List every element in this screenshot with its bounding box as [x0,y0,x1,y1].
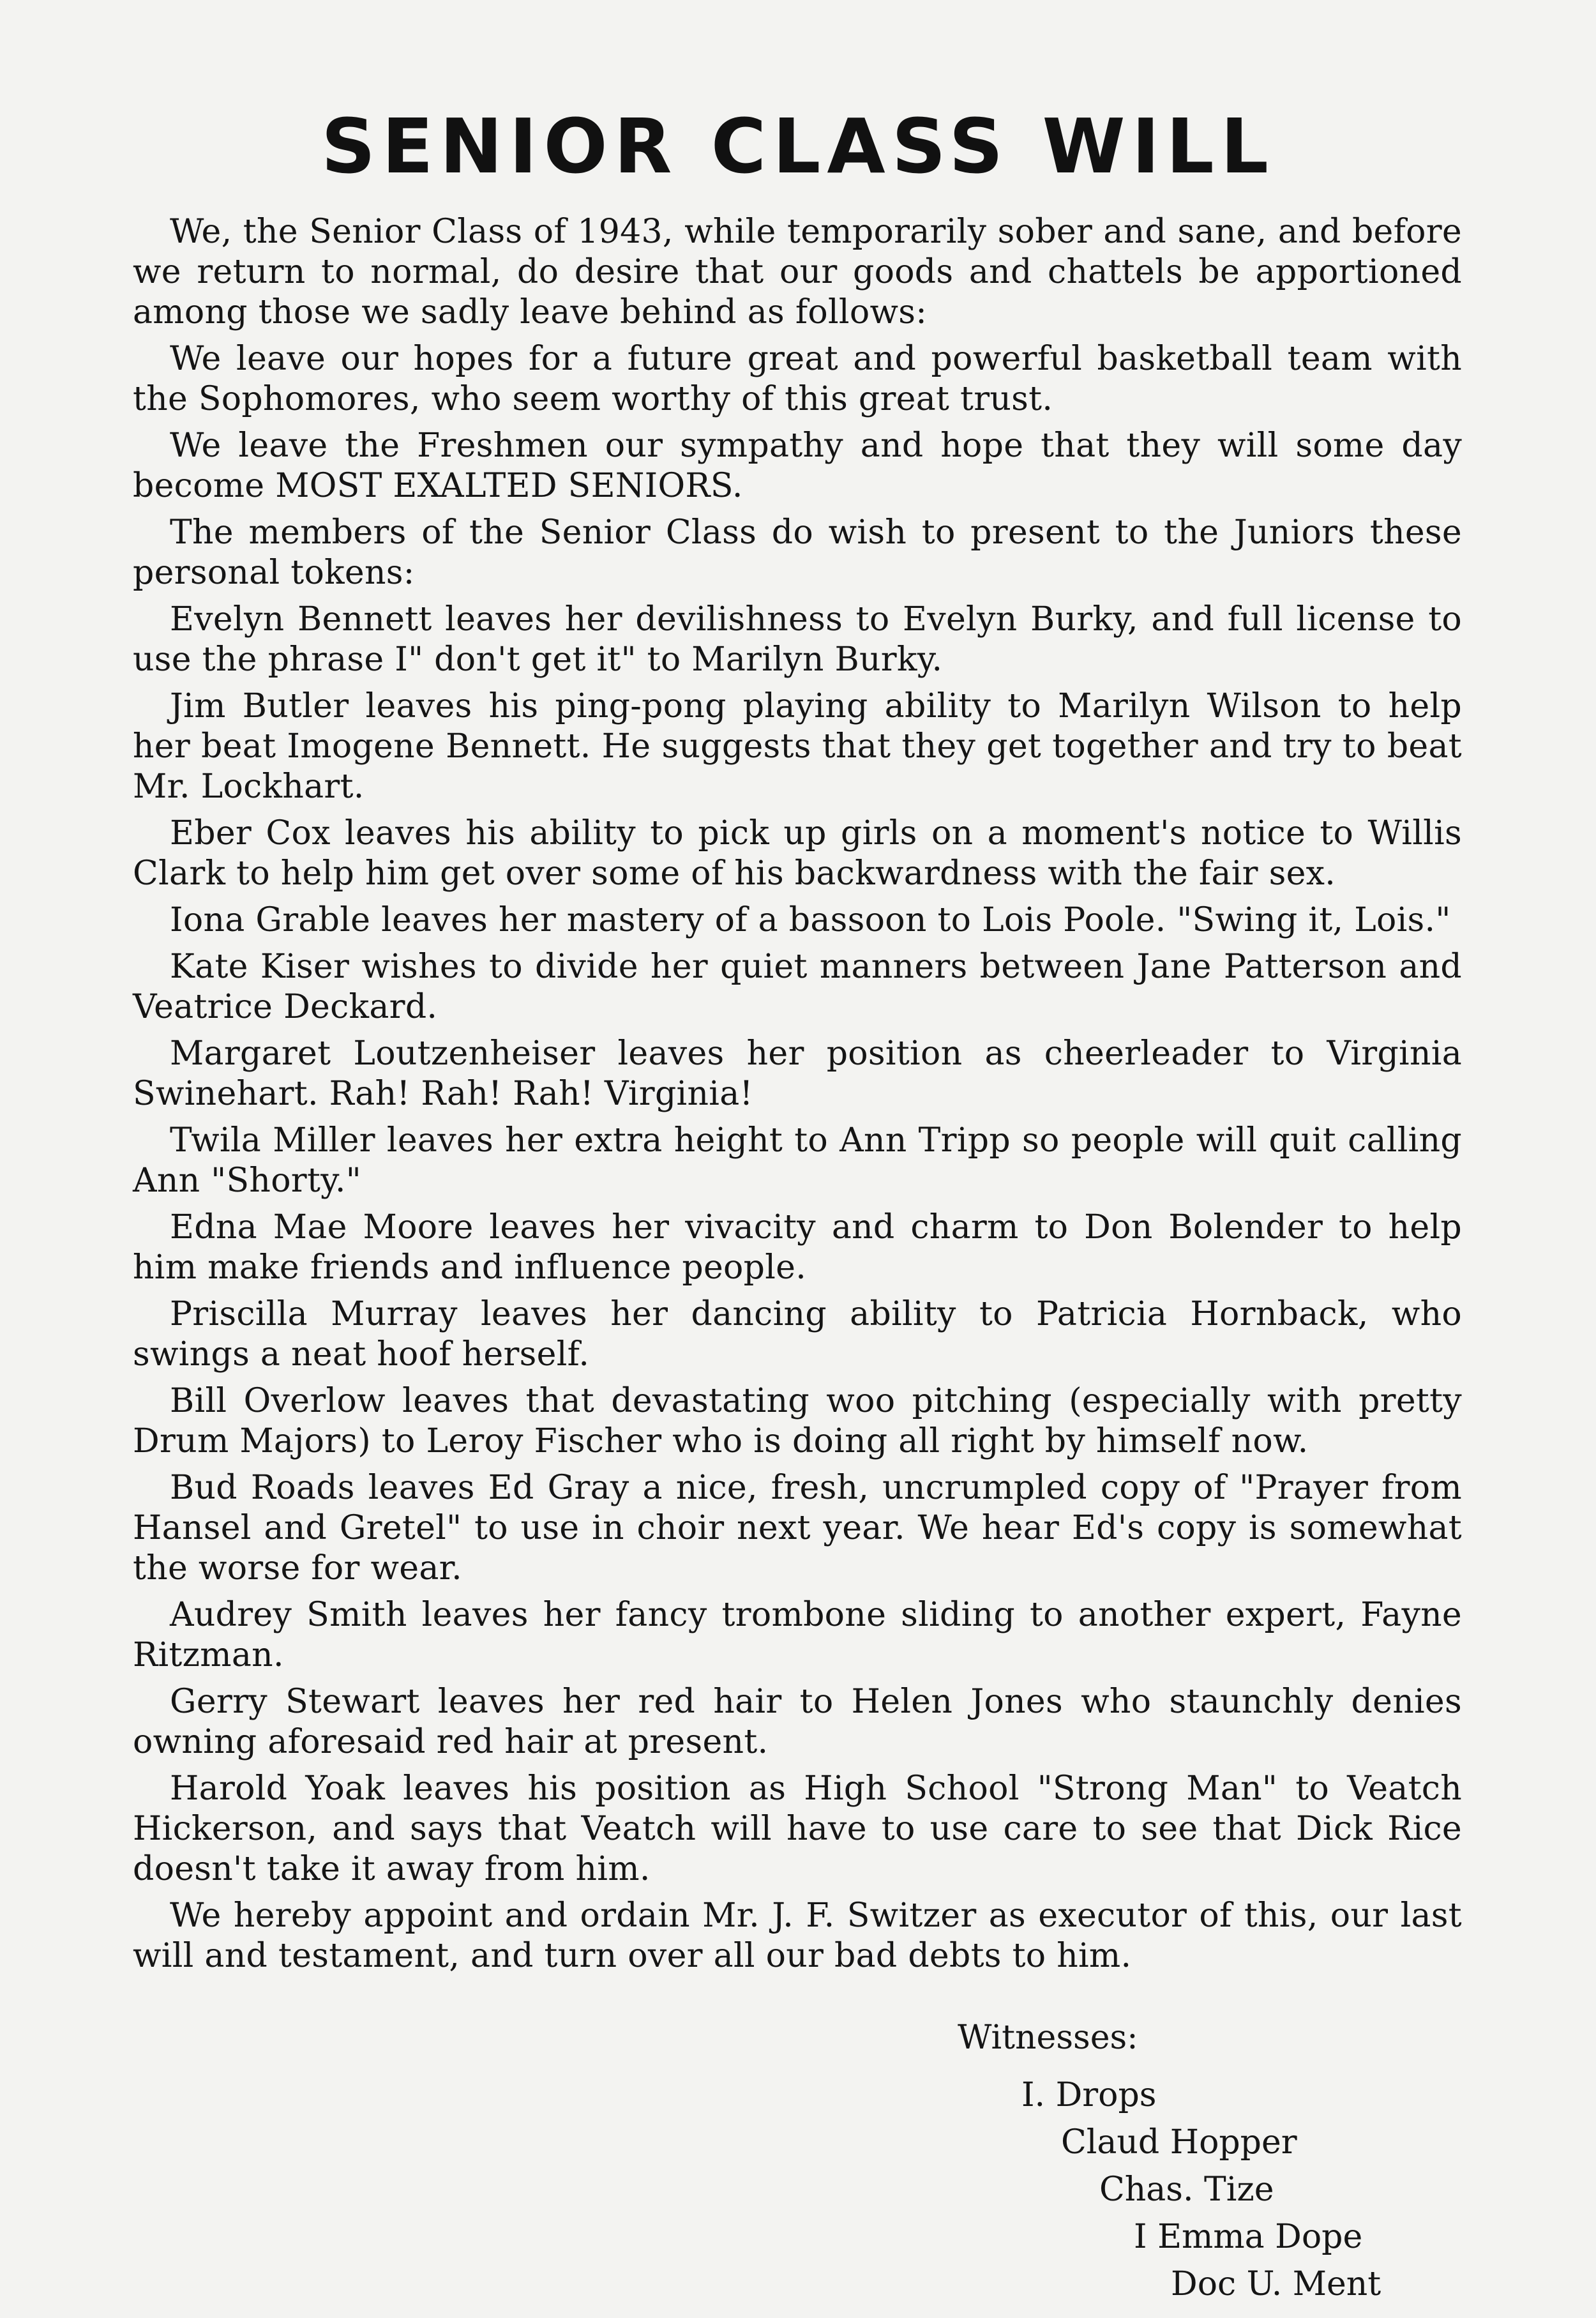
witness-name: Doc U. Ment [1171,2265,1381,2303]
will-paragraph: Iona Grable leaves her mastery of a bassoon to Lois Poole. "Swing it, Lois." [170,901,1451,939]
will-paragraph: Jim Butler leaves his ping-pong playing ability to Marilyn Wilson to help her beat Imogene Bennett. He suggests that they get together and try to beat Mr. Lockhart. [133,687,1462,806]
witness-name: Claud Hopper [1061,2123,1297,2162]
will-paragraph: We leave our hopes for a future great and powerful basketball team with the Sophomores, who seem worthy of this great trust. [133,340,1462,418]
will-paragraph: Audrey Smith leaves her fancy trombone sliding to another expert, Fayne Ritzman. [133,1596,1462,1674]
will-paragraph: We, the Senior Class of 1943, while temporarily sober and sane, and before we return to normal, do desire that our goods and chattels be apportioned among those we sadly leave behind as follows: [133,213,1462,331]
witness-heading: Witnesses: [958,2019,1138,2057]
will-paragraph: Evelyn Bennett leaves her devilishness to Evelyn Burky, and full license to use the phrase I" don't get it" to Marilyn Burky. [133,600,1462,679]
will-paragraph: Bud Roads leaves Ed Gray a nice, fresh, uncrumpled copy of "Prayer from Hansel and Gretel" to use in choir next year. We hear Ed's copy is somewhat the worse for wear. [133,1469,1462,1587]
will-paragraph: Margaret Loutzenheiser leaves her position as cheerleader to Virginia Swinehart. Rah! Rah! Rah! Virginia! [133,1034,1462,1113]
will-paragraph: Kate Kiser wishes to divide her quiet manners between Jane Patterson and Veatrice Deckard. [133,948,1462,1026]
witness-name: Chas. Tize [1099,2170,1274,2209]
will-paragraph: Harold Yoak leaves his position as High School "Strong Man" to Veatch Hickerson, and says that Veatch will have to use care to see that Dick Rice doesn't take it away from him. [133,1769,1462,1888]
will-paragraph: Eber Cox leaves his ability to pick up girls on a moment's notice to Willis Clark to help him get over some of his backwardness with the fair sex. [133,814,1462,893]
will-paragraph: Priscilla Murray leaves her dancing ability to Patricia Hornback, who swings a neat hoof herself. [133,1295,1462,1374]
will-paragraph: The members of the Senior Class do wish to present to the Juniors these personal tokens: [133,513,1462,592]
page-title: SENIOR CLASS WILL [321,102,1275,190]
will-body [133,212,1462,1983]
will-paragraph: Twila Miller leaves her extra height to Ann Tripp so people will quit calling Ann "Shorty." [133,1121,1462,1200]
will-paragraph: Edna Mae Moore leaves her vivacity and charm to Don Bolender to help him make friends and influence people. [133,1208,1462,1287]
witness-name: I. Drops [1021,2076,1157,2114]
will-paragraph: We leave the Freshmen our sympathy and hope that they will some day become MOST EXALTED SENIORS. [133,427,1462,505]
will-paragraph: Gerry Stewart leaves her red hair to Helen Jones who staunchly denies owning aforesaid red hair at present. [133,1683,1462,1761]
will-paragraph: Bill Overlow leaves that devastating woo pitching (especially with pretty Drum Majors) to Leroy Fischer who is doing all right by himself now. [133,1382,1462,1460]
witness-name: I Emma Dope [1134,2218,1363,2256]
will-paragraph: We hereby appoint and ordain Mr. J. F. Switzer as executor of this, our last will and testament, and turn over all our bad debts to him. [133,1897,1462,1975]
